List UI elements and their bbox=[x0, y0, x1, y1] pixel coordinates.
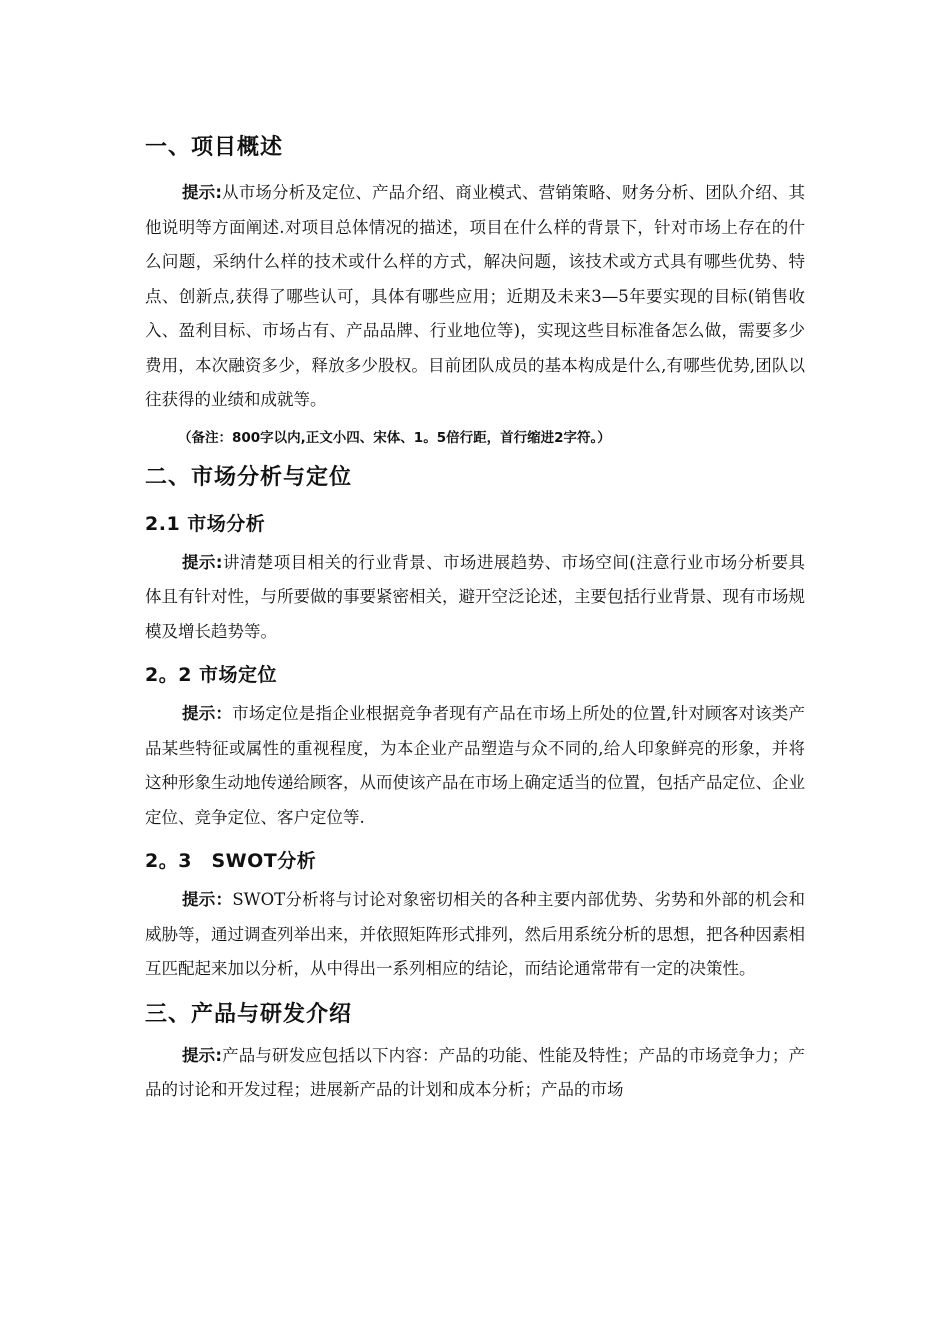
market-analysis-paragraph bbox=[145, 546, 805, 650]
subsection-title-market-analysis: 2.1 市场分析 bbox=[145, 512, 266, 535]
hint-label: 提示： bbox=[182, 704, 233, 723]
hint-label: 提示: bbox=[182, 552, 223, 572]
hint-text: 市场定位是指企业根据竞争者现有产品在市场上所处的位置,针对顾客对该类产品某些特征或属性的重视程度，为本企业产品塑造与众不同的,给人印象鲜亮的形象，并将这种形象生动地传递给顾客，从而使该产品在市场上确定适当的位置，包括产品定位、企业定位、竞争定位、客户定位等. bbox=[145, 704, 806, 827]
hint-text: SWOT分析将与讨论对象密切相关的各种主要内部优势、劣势和外部的机会和威胁等，通过调查列举出来，并依照矩阵形式排列，然后用系统分析的思想，把各种因素相互匹配起来加以分析，从中得出一系列相应的结论，而结论通常带有一定的决策性。 bbox=[145, 890, 805, 978]
subsection-title-swot: 2。3 SWOT分析 bbox=[145, 850, 317, 872]
market-positioning-paragraph bbox=[145, 697, 805, 835]
hint-label: 提示: bbox=[182, 183, 222, 202]
remark-note: （备注：800字以内,正文小四、宋体、1。5倍行距，首行缩进2字符。） bbox=[178, 429, 611, 446]
section-title-project-overview: 一、项目概述 bbox=[145, 135, 284, 160]
product-rnd-paragraph bbox=[145, 1039, 805, 1108]
hint-text: 从市场分析及定位、产品介绍、商业模式、营销策略、财务分析、团队介绍、其他说明等方面阐述.对项目总体情况的描述，项目在什么样的背景下，针对市场上存在的什么问题，采纳什么样的技术或什么样的方式，解决问题，该技术或方式具有哪些优势、特点、创新点,获得了哪些认可，具体有哪些应用；近期及未来3—5年要实现的目标(销售收入、盈利目标、市场占有、产品品牌、行业地位等)，实现这些目标准备怎么做，需要多少费用，本次融资多少，释放多少股权。目前团队成员的基本构成是什么,有哪些优势,团队以往获得的业绩和成就等。 bbox=[145, 183, 805, 409]
swot-paragraph bbox=[145, 883, 805, 987]
hint-label: 提示： bbox=[182, 890, 233, 909]
section-title-product-rnd: 三、产品与研发介绍 bbox=[145, 1001, 353, 1027]
project-overview-paragraph bbox=[145, 176, 805, 418]
hint-text: 讲清楚项目相关的行业背景、市场进展趋势、市场空间(注意行业市场分析要具体且有针对性，与所要做的事要紧密相关，避开空泛论述，主要包括行业背景、现有市场规模及增长趋势等。 bbox=[145, 552, 805, 641]
hint-label: 提示: bbox=[182, 1045, 222, 1065]
document-page bbox=[145, 128, 805, 1108]
subsection-title-market-positioning: 2。2 市场定位 bbox=[145, 664, 278, 686]
section-title-market-analysis: 二、市场分析与定位 bbox=[145, 464, 353, 490]
hint-text: 产品与研发应包括以下内容：产品的功能、性能及特性；产品的市场竞争力；产品的讨论和开发过程；进展新产品的计划和成本分析；产品的市场 bbox=[145, 1045, 805, 1099]
